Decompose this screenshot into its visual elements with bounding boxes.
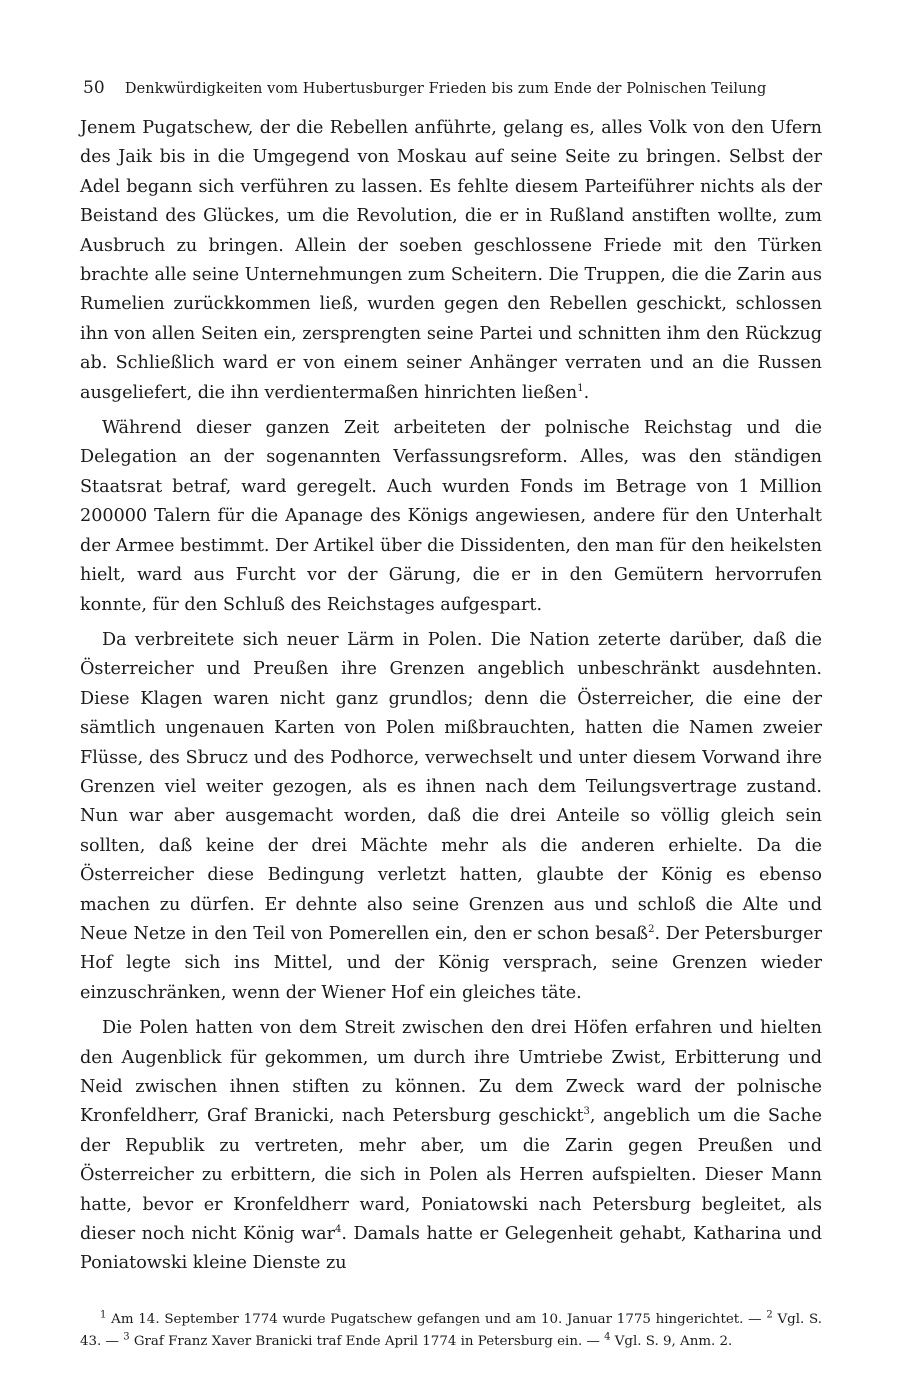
footnotes (80, 1309, 822, 1353)
footnote-marker: 4 (604, 1331, 611, 1343)
text-run: , angeblich um die Sache der Republik zu vertreten, mehr aber, um die Zarin gegen Preußen und Österreicher zu erbittern, die sich in Polen als Herren aufspielten. Dieser Mann hatte, bevor er Kronfeldherr ward, Poniatowski nach Petersburg begleitet, als dieser noch nicht König war (80, 1106, 822, 1245)
text-run: Jenem Pugatschew, der die Rebellen anführte, gelang es, alles Volk von den Ufern des Jaik bis in die Umgegend von Moskau auf seine Seite zu bringen. Selbst der Adel begann sich verführen zu lassen. Es fehlte diesem Parteiführer nichts als der Beistand des Glückes, um die Revolution, die er in Rußland anstiften wollte, zum Ausbruch zu bringen. Allein der soeben geschlossene Friede mit den Türken brachte alle seine Unternehmungen zum Scheitern. Die Truppen, die die Zarin aus Rumelien zurückkommen ließ, wurden gegen den Rebellen geschickt, schlossen ihn von allen Seiten ein, zersprengten seine Partei und schnitten ihm den Rückzug ab. Schließlich ward er von einem seiner Anhänger verraten und an die Russen ausgeliefert, die ihn verdientermaßen hinrichten ließen (80, 118, 822, 403)
footnote-marker: 3 (583, 1106, 590, 1118)
paragraph (80, 626, 822, 1008)
paragraph (80, 114, 822, 408)
text-run: Vgl. S. 43. — (80, 1311, 822, 1349)
text-run: Vgl. S. 9, Anm. 2. (610, 1333, 733, 1349)
page-number: 50 (83, 78, 105, 98)
text-run: Graf Franz Xaver Branicki traf Ende April 1774 in Petersburg ein. — (129, 1333, 605, 1349)
text-run: Während dieser ganzen Zeit arbeiteten der polnische Reichstag und die Delegation an der sogenannten Verfassungsreform. Alles, was den ständigen Staatsrat betraf, ward geregelt. Auch wurden Fonds im Betrage von 1 Million 200000 Talern für die Apanage des Königs angewiesen, andere für den Unterhalt der Armee bestimmt. Der Artikel über die Dissidenten, den man für den heikelsten hielt, ward aus Furcht vor der Gärung, die er in den Gemütern hervorrufen konnte, für den Schluß des Reichstages aufgespart. (80, 418, 822, 615)
footnote-marker: 3 (123, 1331, 130, 1343)
footnote-marker: 2 (648, 924, 655, 936)
text-run: Da verbreitete sich neuer Lärm in Polen. Die Nation zeterte darüber, daß die Österreicher und Preußen ihre Grenzen angeblich unbeschränkt ausdehnten. Diese Klagen waren nicht ganz grundlos; denn die Österreicher, die eine der sämtlich ungenauen Karten von Polen mißbrauchten, hatten die Namen zweier Flüsse, des Sbrucz und des Podhorce, verwechselt und unter diesem Vorwand ihre Grenzen viel weiter gezogen, als es ihnen nach dem Teilungsvertrage zustand. Nun war aber ausgemacht worden, daß die drei Anteile so völlig gleich sein sollten, daß keine der drei Mächte mehr als die anderen erhielte. Da die Österreicher diese Bedingung verletzt hatten, glaubte der König es ebenso machen zu dürfen. Er dehnte also seine Grenzen aus und schloß die Alte und Neue Netze in den Teil von Pomerellen ein, den er schon besaß (80, 629, 822, 944)
text-run: Die Polen hatten von dem Streit zwischen den drei Höfen erfahren und hielten den Augenblick für gekommen, um durch ihre Umtriebe Zwist, Erbitterung und Neid zwischen ihnen stiften zu können. Zu dem Zweck ward der polnische Kronfeldherr, Graf Branicki, nach Petersburg geschickt (80, 1018, 822, 1127)
paragraph (80, 1014, 822, 1279)
text-run: . Der Petersburger Hof legte sich ins Mittel, und der König versprach, seine Grenzen wieder einzuschränken, wenn der Wiener Hof ein gleiches täte. (80, 923, 822, 1003)
text-run: Am 14. September 1774 wurde Pugatschew gefangen und am 10. Januar 1775 hingerichtet. — (106, 1311, 767, 1327)
running-title: Denkwürdigkeiten vom Hubertusburger Frieden bis zum Ende der Polnischen Teilung (124, 81, 767, 97)
paragraph (80, 414, 822, 620)
body-text (80, 114, 822, 1279)
footnote-text (80, 1309, 822, 1353)
running-head (80, 78, 822, 98)
footnote-marker: 2 (766, 1309, 773, 1321)
footnote-marker: 1 (100, 1309, 107, 1321)
text-run: . (583, 382, 590, 403)
text-run: . Damals hatte er Gelegenheit gehabt, Katharina und Poniatowski kleine Dienste zu (80, 1224, 822, 1274)
footnote-marker: 1 (577, 382, 584, 394)
book-page (80, 78, 822, 1353)
footnote-marker: 4 (335, 1224, 342, 1236)
